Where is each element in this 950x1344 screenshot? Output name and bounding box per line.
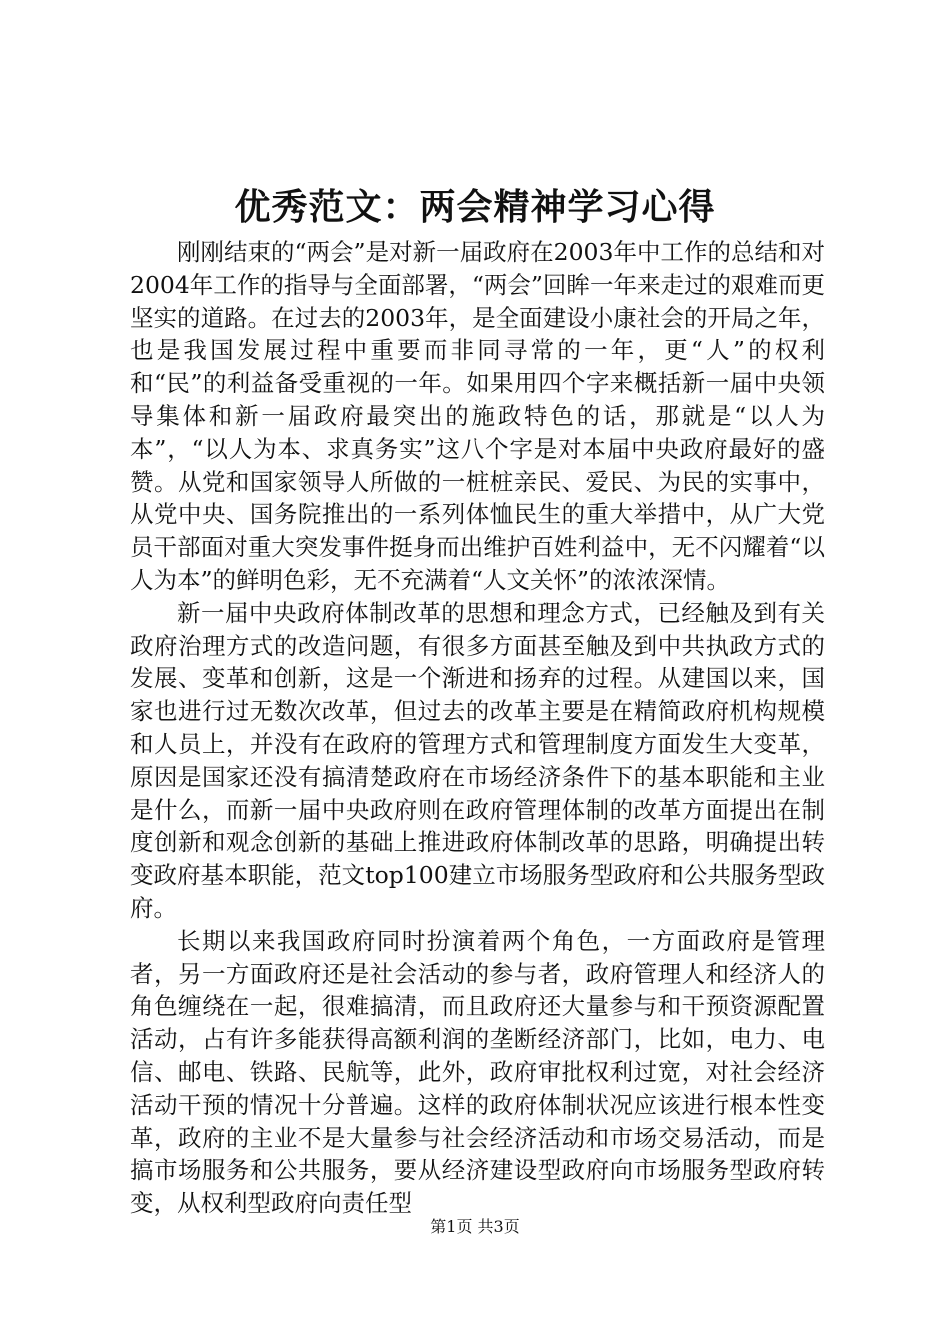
page-footer: 第1页 共3页 (430, 1217, 520, 1236)
paragraph-1: 刚刚结束的“两会”是对新一届政府在2003年中工作的总结和对2004年工作的指导与全面部署，“两会”回眸一年来走过的艰难而更坚实的道路。在过去的2003年，是全面建设小康社会的开局之年，也是我国发展过程中重要而非同寻常的一年，更“人”的权利和“民”的利益备受重视的一年。如果用四个字来概括新一届中央领导集体和新一届政府最突出的施政特色的话，那就是“以人为本”，“以人为本、求真务实”这八个字是对本届中央政府最好的盛赞。从党和国家领导人所做的一桩桩亲民、爱民、为民的实事中，从党中央、国务院推出的一系列体恤民生的重大举措中，从广大党员干部面对重大突发事件挺身而出维护百姓利益中，无不闪耀着“以人为本”的鲜明色彩，无不充满着“人文关怀”的浓浓深情。 (130, 238, 825, 594)
paragraph-3: 长期以来我国政府同时扮演着两个角色，一方面政府是管理者，另一方面政府还是社会活动的参与者，政府管理人和经济人的角色缠绕在一起，很难搞清，而且政府还大量参与和干预资源配置活动，占有许多能获得高额利润的垄断经济部门，比如，电力、电信、邮电、铁路、民航等，此外，政府审批权利过宽，对社会经济活动干预的情况十分普遍。这样的政府体制状况应该进行根本性变革，政府的主业不是大量参与社会经济活动和市场交易活动，而是搞市场服务和公共服务，要从经济建设型政府向市场服务型政府转变，从权利型政府向责任型 (130, 926, 825, 1218)
document-title: 优秀范文：两会精神学习心得 (234, 186, 716, 228)
paragraph-2: 新一届中央政府体制改革的思想和理念方式，已经触及到有关政府治理方式的改造问题，有很多方面甚至触及到中共执政方式的发展、变革和创新，这是一个渐进和扬弃的过程。从建国以来，国家也进行过无数次改革，但过去的改革主要是在精简政府机构规模和人员上，并没有在政府的管理方式和管理制度方面发生大变革，原因是国家还没有搞清楚政府在市场经济条件下的基本职能和主业是什么，而新一届中央政府则在政府管理体制的改革方面提出在制度创新和观念创新的基础上推进政府体制改革的思路，明确提出转变政府基本职能，范文top100建立市场服务型政府和公共服务型政府。 (130, 598, 825, 922)
document-body (130, 236, 825, 1220)
